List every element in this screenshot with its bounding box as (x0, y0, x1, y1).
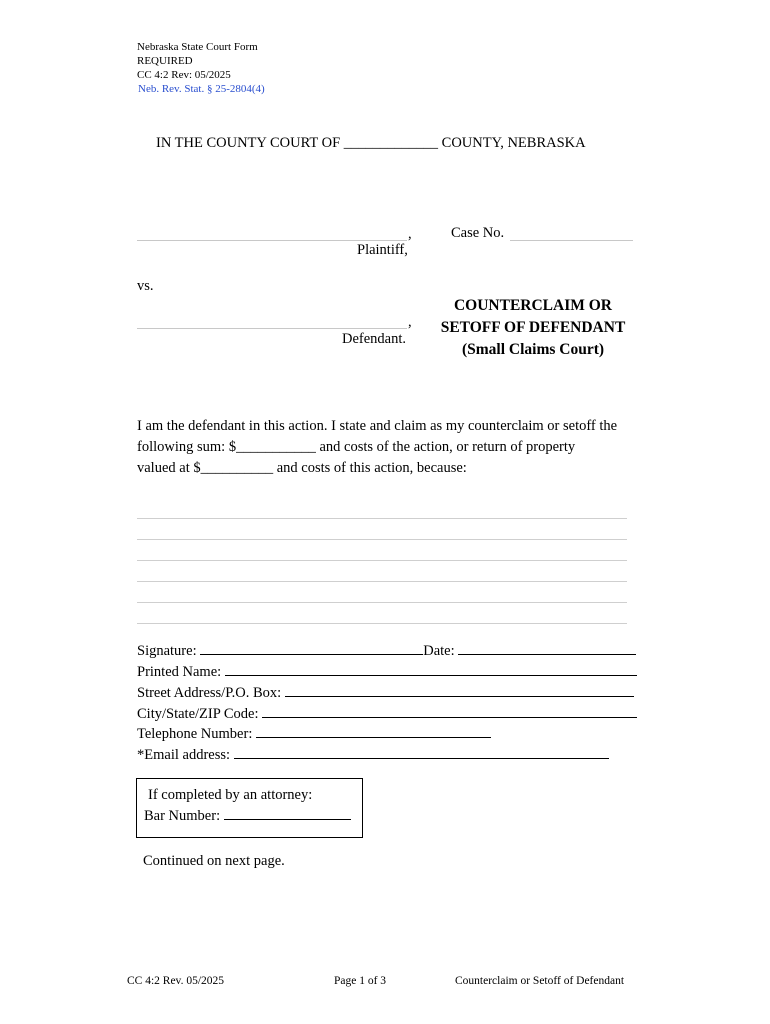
city-row (137, 703, 637, 723)
email-field[interactable] (234, 744, 609, 759)
reason-line[interactable] (137, 539, 627, 540)
reason-line[interactable] (137, 518, 627, 519)
statute-link[interactable]: Neb. Rev. Stat. § 25-2804(4) (138, 83, 265, 95)
printed-name-field[interactable] (225, 661, 637, 676)
signature-row (137, 640, 636, 660)
bar-number-field[interactable] (224, 805, 351, 820)
required-label: REQUIRED (137, 55, 193, 67)
title-line-3: (Small Claims Court) (461, 341, 605, 358)
reason-line[interactable] (137, 581, 627, 582)
versus-label: vs. (137, 278, 154, 294)
defendant-label: Defendant. (342, 331, 407, 347)
attorney-box (136, 778, 363, 838)
continued-note: Continued on next page. (143, 853, 285, 869)
street-row (137, 682, 634, 702)
plaintiff-comma: , (408, 226, 412, 242)
city-label: City/State/ZIP Code: (137, 706, 259, 722)
statement-line-1: I am the defendant in this action. I state and claim as my counterclaim or setoff the (137, 418, 618, 434)
footer-page-number: Page 1 of 3 (334, 975, 387, 987)
printed-name-label: Printed Name: (137, 664, 222, 680)
defendant-comma: , (408, 314, 412, 330)
telephone-row (137, 723, 491, 743)
city-field[interactable] (262, 703, 637, 718)
email-row (137, 744, 609, 764)
street-field[interactable] (285, 682, 634, 697)
form-name: Nebraska State Court Form (137, 41, 258, 53)
statement-line-3: valued at $__________ and costs of this action, because: (137, 460, 467, 476)
form-title (428, 295, 638, 361)
statement-line-2: following sum: $___________ and costs of the action, or return of property (137, 439, 576, 455)
attorney-box-heading: If completed by an attorney: (148, 787, 313, 803)
bar-number-row (144, 805, 351, 825)
plaintiff-name-field[interactable] (137, 240, 407, 241)
statement (137, 416, 657, 479)
bar-number-label: Bar Number: (144, 808, 221, 824)
footer-form-revision: CC 4:2 Rev. 05/2025 (127, 975, 225, 987)
footer-form-title: Counterclaim or Setoff of Defendant (455, 975, 625, 987)
date-field[interactable] (458, 640, 636, 655)
reason-line[interactable] (137, 623, 627, 624)
signature-label: Signature: (137, 643, 197, 659)
form-revision: CC 4:2 Rev: 05/2025 (137, 69, 231, 81)
signature-field[interactable] (200, 640, 423, 655)
reason-line[interactable] (137, 602, 627, 603)
telephone-label: Telephone Number: (137, 726, 253, 742)
title-line-2: SETOFF OF DEFENDANT (440, 319, 626, 336)
case-number-field[interactable] (510, 240, 633, 241)
plaintiff-label: Plaintiff, (357, 242, 408, 258)
printed-name-row (137, 661, 637, 681)
telephone-field[interactable] (256, 723, 491, 738)
title-line-1: COUNTERCLAIM OR (453, 297, 613, 314)
case-no-label: Case No. (451, 225, 505, 241)
form-header (137, 40, 265, 96)
defendant-name-field[interactable] (137, 328, 407, 329)
court-line: IN THE COUNTY COURT OF _____________ COUNTY, NEBRASKA (156, 135, 586, 151)
email-label: *Email address: (137, 747, 231, 763)
street-label: Street Address/P.O. Box: (137, 685, 282, 701)
reason-line[interactable] (137, 560, 627, 561)
date-label: Date: (423, 643, 455, 659)
